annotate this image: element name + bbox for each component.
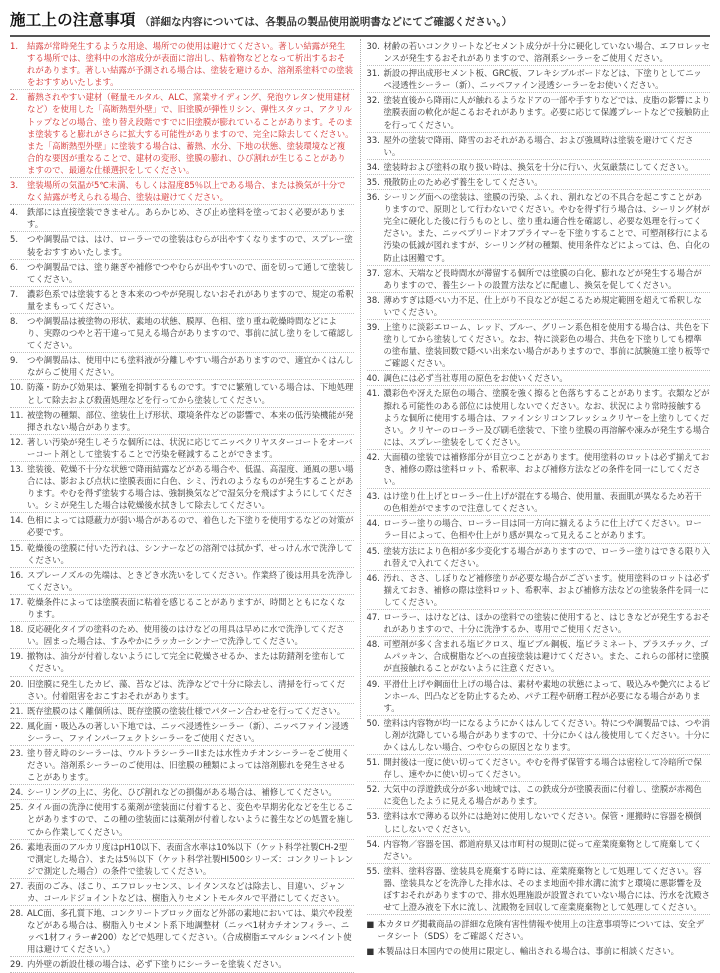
notice-number: 51.	[366, 757, 380, 768]
left-column	[10, 39, 360, 970]
notice-item	[10, 90, 354, 178]
notice-number: 42.	[366, 451, 380, 462]
notice-text: 乾燥後の塗膜に付いた汚れは、シンナーなどの溶剤では拭かず、せっけん水で洗浄してください。	[27, 542, 353, 565]
notice-item	[10, 568, 354, 595]
notice-text: 上塗りに淡彩エローム、レッド、ブルー、グリーン系色相を使用する場合は、共色を下塗りしてから塗装してください。なお、特に淡彩色の場合、共色を下塗りしても標準の塗布量、塗装回数で隠ぺい出来ない場合がありますので、事前に試験施工塗り板等でご確認ください。	[383, 321, 710, 369]
notice-text: はけ塗り仕上げとローラー仕上げが混在する場合、使用量、表面肌が異なるため若干の色相差がでますので注意してください。	[383, 491, 702, 514]
notice-text: 飛散防止のため必ず養生をしてください。	[383, 176, 543, 187]
notice-item	[367, 371, 711, 386]
notice-item	[10, 622, 354, 649]
notice-text: 反応硬化タイプの塗料のため、使用後のはけなどの用具は早めに水で洗浄してください。固まった場合は、すみやかにラッカーシンナーで洗浄してください。	[27, 624, 345, 647]
notice-text: 汚れ、ささ、しぼりなど補修塗りが必要な場合がございます。使用塗料のロットは必ず揃えておき、補修の際は塗料ロット、希釈率、および補修方法などの塗装条件を同一にしてください。	[383, 572, 710, 607]
notice-text: 開封後は一度に使い切ってください。やむを得ず保管する場合は密栓して冷暗所で保存し、速やかに使い切ってください。	[383, 757, 702, 780]
notice-item	[10, 704, 354, 719]
footnote	[367, 942, 711, 957]
notice-number: 36.	[366, 192, 380, 203]
notice-item	[367, 489, 711, 516]
notice-text: 乾燥条件によっては塗膜表面に粘着を感じることがありますが、時間とともになくなります。	[27, 596, 346, 620]
notice-number: 20.	[10, 678, 24, 689]
notice-item	[367, 266, 711, 293]
notice-item	[10, 205, 354, 232]
notice-item	[10, 800, 354, 839]
notice-text: 色相によっては隠蔽力が弱い場合があるので、着色した下塗りを使用するなどの対策が必要です。	[27, 515, 354, 538]
notice-text: 内外壁の新設仕様の場合は、必ず下塗りにシーラーを塗装ください。	[27, 959, 287, 970]
notice-item	[10, 785, 354, 800]
notice-item	[10, 541, 354, 568]
notice-item	[367, 190, 711, 266]
notice-number: 3.	[10, 180, 18, 191]
notice-number: 14.	[10, 515, 24, 526]
notice-number: 54.	[366, 838, 380, 849]
notice-item	[10, 513, 354, 540]
notice-number: 11.	[10, 409, 24, 420]
notice-item	[367, 66, 711, 93]
notice-text: 塗装後、乾燥不十分な状態で降雨結露などがある場合や、低温、高湿度、通風の悪い場合には、影および点状に塗膜表面に白色、シミ、汚れのようなものが発生することがあります。やむを得ず塗装する場合は、強制換気などで湿気分を飛ばすようにしてください。シミが発生した場合は乾燥後水拭きして除去してください。	[27, 464, 354, 511]
notice-text: 新設の押出成形セメント板、GRC板、フレキシブルボードなどは、下塗りとしてニッペ浸透性シーラー（新）、ニッペファイン浸透シーラーをお使いください。	[383, 68, 702, 91]
notice-text: タイル面の洗浄に使用する薬剤が塗装面に付着すると、変色や早期劣化などを生じることがありますので、この種の塗装面には薬剤が付着しないように養生などの処置を施してから作業してください。	[27, 802, 354, 837]
notice-number: 39.	[366, 321, 380, 332]
notice-item	[367, 39, 711, 66]
notice-number: 33.	[366, 134, 380, 145]
notice-item	[367, 716, 711, 755]
notice-item	[367, 133, 711, 160]
notice-text: 旧塗膜に発生したカビ、藻、苔などは、洗浄などで十分に除去し、清掃を行ってください。付着阻害をおこすおそれがあります。	[27, 678, 346, 701]
notice-item	[10, 380, 354, 407]
notice-item	[10, 287, 354, 314]
notice-number: 40.	[366, 373, 380, 384]
notice-item	[367, 293, 711, 320]
notice-text: 既存塗膜のはく離個所は、既存塗膜の塗装仕様でパターン合わせを行ってください。	[27, 705, 346, 716]
notice-text: つや調製品は、使用中にも塗料液が分離しやすい場合がありますので、適宜かくはんしながらご使用ください。	[27, 355, 354, 378]
notice-number: 21.	[10, 705, 24, 716]
notice-number: 1.	[10, 41, 18, 51]
notice-number: 52.	[366, 784, 380, 795]
notice-item	[10, 435, 354, 462]
notice-item	[10, 677, 354, 704]
notice-number: 2.	[10, 92, 18, 103]
notice-item	[367, 320, 711, 371]
notice-text: 大気中の浮遊鉄成分が多い地域では、この鉄成分が塗膜表面に付着し、塗膜が赤褐色に変色したように見える場合があります。	[383, 784, 702, 807]
notice-item	[367, 450, 711, 489]
notice-item	[367, 160, 711, 175]
notice-number: 38.	[366, 294, 380, 305]
notice-text: 蓄熱されやすい建材（軽量モルタル、ALC、窯業サイディング、発泡ウレタン使用建材など）を使用した「高断熱型外壁」で、旧塗膜が弾性リシン、弾性スタッコ、アクリルトップなどの場合、塗り替え段階ですでに旧塗膜が膨れていることがあります。そのまま塗装すると膨れがさらに拡大する可能性がありますので、完全に除去してください。また「高断熱型外壁」に塗装する場合は、蓄熱、水分、下地の状態、塗装環境など複合的な要因が重なることで、建材の変形、塗膜の膨れ、ひび割れが生じることがありますので、最適な仕様選択をしてください。	[27, 92, 354, 175]
notice-number: 25.	[10, 802, 24, 813]
page-subtitle: （詳細な内容については、各製品の製品使用説明書などにてご確認ください。）	[139, 16, 513, 28]
notice-number: 37.	[366, 267, 380, 278]
notice-item	[10, 178, 354, 205]
notice-text: スプレーノズルの先端は、ときどき水洗いをしてください。作業終了後は用具を洗浄してください。	[27, 569, 353, 592]
notice-text: 撤物は、油分が付着しないようにして完全に乾燥させるか、または防錆剤を塗布してください。	[27, 651, 346, 674]
notice-text: 薄めすぎは隠ぺい力不足、仕上がり不良などが起こるため規定範囲を超えて希釈しないでください。	[383, 294, 702, 317]
notice-number: 47.	[366, 612, 380, 623]
columns	[10, 39, 710, 970]
notice-text: 塗装方法により色相が多少変化する場合がありますので、ローラー塗りはできる限り入れ替えで入れてください。	[383, 545, 710, 568]
notice-text: 被塗物の種類、部位、塗装仕上げ形状、環境条件などの影響で、本来の低汚染機能が発揮されない場合があります。	[27, 409, 354, 432]
notice-number: 19.	[10, 651, 24, 662]
notice-item	[367, 386, 711, 449]
notice-number: 28.	[10, 908, 24, 919]
notice-text: 屋外の塗装で降雨、降雪のおそれがある場合、および強風時は塗装を避けてください。	[383, 134, 694, 157]
notice-item	[367, 677, 711, 716]
notice-number: 16.	[10, 569, 24, 580]
notice-item	[10, 906, 354, 957]
notice-text: 塗装場所の気温が5℃未満、もしくは湿度85％以上である場合、または換気が十分でなく結露が考えられる場合、塗装は避けてください。	[27, 180, 346, 203]
notice-number: 53.	[366, 811, 380, 822]
notice-text: 風化面・吸込みの著しい下地では、ニッペ浸透性シーラー（新）、ニッペファイン浸透シーラー、ファインパーフェクトシーラーをご使用ください。	[27, 720, 349, 743]
notice-number: 34.	[366, 161, 380, 172]
notice-number: 29.	[10, 959, 24, 970]
notice-number: 49.	[366, 678, 380, 689]
page-title: 施工上の注意事項	[10, 11, 136, 29]
notice-item	[367, 755, 711, 782]
notice-text: 著しい汚染が発生しそうな個所には、状況に応じてニッペクリヤスターコートをオーバーコート剤として塗装することで汚染を軽減することができます。	[27, 436, 353, 459]
notice-text: 塗装直後から降雨に人が触れるようなドアの一部や手すりなどでは、皮脂の影響により塗膜表面の軟化が起こるおそれがあります。必要に応じて保護プレートなどで接触防止を行ってください。	[383, 95, 710, 130]
square-bullet-icon: ■	[366, 919, 375, 930]
notice-item	[10, 462, 354, 513]
notice-number: 27.	[10, 880, 24, 891]
notice-text: 鉄部には直接塗装できません。あらかじめ、さび止め塗料を塗っておく必要があります。	[27, 207, 346, 230]
notice-text: 塗料、塗料容器、塗装具を廃棄する時には、産業廃棄物として処理してください。容器、塗装具などを洗浄した排水は、そのまま地面や排水溝に流すと環境に悪影響を及ぼすおそれがありますので、排水処理施設が設置されていない場合には、汚水を沈殿させて上澄み液を下水に流し、沈殿物を回収して産業廃棄物として処理してください。	[383, 865, 710, 913]
notice-text: 濃彩色系では塗装するとき本来のつやが発現しないおそれがありますので、規定の希釈量をまもってください。	[27, 288, 354, 311]
notice-text: 結露が常時発生するような用途、場所での使用は避けてください。著しい結露が発生する場所では、塗料中の水溶成分が表面に溶出し、粘着物などとなって析出するおそれがあります。著しい結露が予測される場合は、塗装を避けるか、溶剤系塗料での塗装をおすすめいたします。	[27, 41, 353, 88]
footnote	[367, 915, 711, 942]
notice-text: 塗装時および塗料の取り扱い時は、換気を十分に行い、火気厳禁にしてください。	[383, 161, 694, 172]
notice-item	[10, 39, 354, 90]
notice-item	[367, 610, 711, 637]
notice-number: 8.	[10, 315, 18, 326]
notice-item	[10, 232, 354, 259]
notice-text: 大面積の塗装では補修部分が目立つことがあります。使用塗料のロットは必ず揃えておき、補修の際は塗料ロット、希釈率、および補修方法などの条件を同一にしてください。	[383, 451, 710, 487]
notice-item	[10, 649, 354, 676]
notice-text: 塗料は内容物が均一になるようにかくはんしてください。特につや調製品では、つや消し剤が沈降している場合がありますので、十分にかくはん後使用してください。十分にかくはんしない場合、つやむらの原因となります。	[383, 717, 710, 752]
notice-number: 26.	[10, 841, 24, 852]
notice-number: 43.	[366, 491, 380, 502]
notice-number: 17.	[10, 596, 24, 607]
notice-text: 防藻・防かび効果は、繁殖を抑制するものです。すでに繁殖している場合は、下地処理として除去および殺菌処理などを行ってから塗装してください。	[27, 382, 354, 405]
notice-number: 6.	[10, 261, 18, 272]
notice-number: 9.	[10, 355, 18, 366]
notice-number: 18.	[10, 624, 24, 635]
notice-number: 13.	[10, 464, 24, 474]
notice-number: 4.	[10, 207, 18, 218]
notice-number: 45.	[366, 545, 380, 556]
notice-number: 22.	[10, 720, 24, 731]
notice-item	[10, 840, 354, 879]
notice-item	[10, 957, 354, 972]
notice-text: 素地表面のアルカリ度はpH10以下、表面含水率は10%以下（ケット科学社製CH-2型で測定した場合）、または5％以下（ケット科学社製HI500シリーズ：コンクリートレンジで測定した場合）の条件で塗装してください。	[27, 841, 354, 876]
notice-number: 12.	[10, 436, 24, 447]
notice-item	[367, 864, 711, 915]
notice-text: つや調製品では、はけ、ローラーでの塗装はむらが出やすくなりますので、スプレー塗装をおすすめいたします。	[27, 234, 353, 257]
notice-number: 35.	[366, 176, 380, 187]
notice-text: シーリングの上に、劣化、ひび割れなどの損傷がある場合は、補修してください。	[27, 787, 337, 798]
notice-item	[367, 175, 711, 190]
notice-number: 15.	[10, 542, 24, 553]
notice-text: つや調製品は被塗物の形状、素地の状態、膜厚、色相、塗り重ね乾燥時間などにより、実際のつやと若干違って見える場合がありますので、事前に試し塗りをして確認してください。	[27, 315, 354, 351]
notice-item	[367, 571, 711, 610]
notice-item	[367, 782, 711, 809]
notice-item	[10, 719, 354, 746]
notice-text: 濃彩色や冴えた原色の場合、塗膜を強く擦ると色落ちすることがあります。衣類などが擦れる可能性のある部位には使用しないでください。なお、状況により常時接触するような個所に使用する場合は、ファインシリコンフレッシュクリヤーを上塗りしてください。クリヤーのローラー及び刷毛塗装で、下塗り塗膜の再溶解や凍みが発生する場合には、スプレー塗装をしてください。	[383, 388, 710, 447]
notice-item	[367, 544, 711, 571]
notice-item	[10, 879, 354, 906]
notice-item	[367, 93, 711, 132]
notice-text: 可塑剤が多く含まれる塩ビクロス、塩ビブル鋼板、塩ビラミネート、プラスチック、ゴムパッキン、合成樹脂などへの直接塗装は避けてください。また、これらの部材に塗膜が直接触れることがないように注意ください。	[383, 639, 710, 674]
notice-number: 10.	[10, 382, 24, 393]
notice-item	[367, 637, 711, 676]
notice-text: ローラー塗りの場合、ローラー目は同一方向に揃えるように仕上げてください。ローラー目によって、色相や仕上がり感が異なって見えることがあります。	[383, 518, 702, 541]
notice-text: 窓木、天端など長時間水が滞留する個所では塗膜の白化、膨れなどが発生する場合がありますので、養生シートの設置方法などに配慮し、換気を促してください。	[383, 267, 702, 290]
notice-number: 55.	[366, 865, 380, 876]
notice-text: 塗り替え時のシーラーは、ウルトラシーラーIIまたは水性カチオンシーラーをご使用ください。溶剤系シーラーのご使用は、旧塗膜の種類によっては溶剤膨れを発生させることがあります。	[27, 747, 350, 783]
notice-item	[367, 809, 711, 836]
notice-item	[10, 314, 354, 353]
notice-text: つや調製品では、塗り継ぎや補修でつやむらが出やすいので、面を切って通して塗装してください。	[27, 261, 354, 284]
notice-text: 調色には必ず当社専用の原色をお使いください。	[383, 373, 568, 384]
notice-text: ALC面、多孔質下地、コンクリートブロック面など外部の素地においては、巣穴や段差などがある場合は、樹脂入りセメント系下地調整材（ニッペ1材カチオンフィラー、ニッペ1材フィラー#200）などで処理してください。（合成樹脂エマルションペイント使用は避けてください。）	[27, 908, 353, 955]
footnote-text: 本カタログ掲載商品の詳細な危険有害性情報や使用上の注意事項等については、安全データシート（SDS）をご確認ください。	[377, 919, 704, 942]
right-column	[360, 39, 711, 957]
notice-text: シーリング面への塗装は、塗膜の汚染、ふくれ、割れなどの不具合を起こすことがありますので、原則として行わないでください。やむを得ず行う場合は、シーリング材が完全に硬化した後に行うものとし、塗り重ね適合性を確認し、必要な処理を行ってください。また、ニッペプリードオフプライマーを下塗りすることで、可塑剤移行による汚染の低減が図れますが、シーリング材の種類、使用条件などによっては、色、白化の防止は困難です。	[383, 192, 710, 263]
notice-text: 表面のごみ、ほこり、エフロレッセンス、レイタンスなどは除去し、目違い、ジャンカ、コールドジョイントなどは、樹脂入りセメントモルタルで平滑にしてください。	[27, 880, 345, 903]
notice-text: 塗料は水で薄める以外には絶対に使用しないでください。保管・運搬時に容器を横倒しにしないでください。	[383, 811, 702, 834]
notice-item	[10, 746, 354, 785]
notice-text: 平滑仕上げや鋼面仕上げの場合は、素材や素地の状態によって、吸込みや艶穴によるピンホール、凹凸などを防止するため、パテ工程や研磨工程が必要になる場合があります。	[383, 678, 710, 713]
notice-item	[367, 516, 711, 543]
notice-number: 31.	[366, 68, 380, 79]
notice-item	[10, 260, 354, 287]
notice-number: 23.	[10, 747, 24, 758]
notice-number: 50.	[366, 717, 380, 728]
notice-number: 30.	[366, 41, 380, 51]
notice-number: 24.	[10, 787, 24, 798]
notice-number: 5.	[10, 234, 18, 245]
notice-number: 7.	[10, 288, 18, 299]
notice-number: 41.	[366, 388, 380, 399]
footnote-text: 本製品は日本国内での使用に限定し、輸出される場合は、事前に相談ください。	[377, 946, 679, 957]
notice-item	[367, 837, 711, 864]
notice-item	[10, 353, 354, 380]
square-bullet-icon: ■	[366, 946, 375, 957]
notice-number: 48.	[366, 639, 380, 650]
notice-text: ローラー、はけなどは、ほかの塗料での塗装に使用すると、はじきなどが発生するおそれがありますので、十分に洗浄するか、専用でご使用ください。	[383, 612, 710, 635]
notice-number: 44.	[366, 518, 380, 529]
notice-number: 46.	[366, 572, 380, 583]
notice-item	[10, 408, 354, 435]
notice-item	[10, 595, 354, 622]
header	[10, 8, 710, 37]
notice-number: 32.	[366, 95, 380, 106]
notice-text: 内容物／容器を国、都道府県又は市町村の規則に従って産業廃棄物として廃棄してください。	[383, 838, 702, 861]
notice-text: 材齢の若いコンクリートなどセメント成分が十分に硬化していない場合、エフロレッセンスが発生するおそれがありますので、溶剤系シーラーをご使用ください。	[383, 41, 710, 64]
